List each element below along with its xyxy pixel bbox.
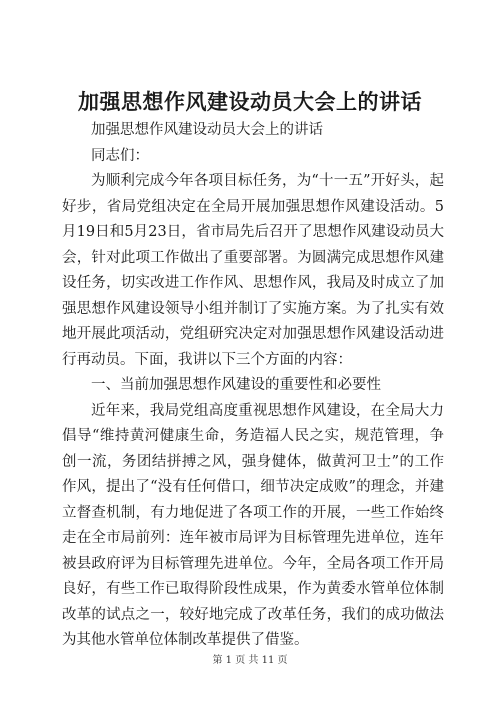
document-title: 加强思想作风建设动员大会上的讲话 [78,89,422,114]
document-subtitle: 加强思想作风建设动员大会上的讲话 [91,122,323,138]
salutation: 同志们： [91,147,149,164]
page-footer: 第 1 页 共 11 页 [212,655,288,666]
section-heading: 一、当前加强思想作风建设的重要性和必要性 [91,377,381,393]
paragraph-intro: 为顺利完成今年各项目标任务，为“十一五”开好头，起好步，省局党组决定在全局开展加强思想作风建设活动。5月19日和5月23日，省市局先后召开了思想作风建设动员大会，针对此项工作做出了重要部署。为圆满完成思想作风建设任务，切实改进工作作风、思想作风，我局及时成立了加强思想作风建设领导小组并制订了实施方案。为了扎实有效地开展此项活动，党组研究决定对加强思想作风建设活动进行再动员。下面，我讲以下三个方面的内容： [62,173,444,368]
paragraph-body: 近年来，我局党组高度重视思想作风建设，在全局大力倡导“维持黄河健康生命，务造福人民之实，规范管理，争创一流，务团结拼搏之风，强身健体，做黄河卫士”的工作作风，提出了“没有任何借口，细节决定成败”的理念，并建立督查机制，有力地促进了各项工作的开展，一些工作始终走在全市局前列：连年被市局评为目标管理先进单位，连年被县政府评为目标管理先进单位。今年，全局各项工作开局良好，有些工作已取得阶段性成果，作为黄委水管单位体制改革的试点之一，较好地完成了改革任务，我们的成功做法为其他水管单位体制改革提供了借鉴。 [62,402,444,648]
document-body [62,118,444,654]
